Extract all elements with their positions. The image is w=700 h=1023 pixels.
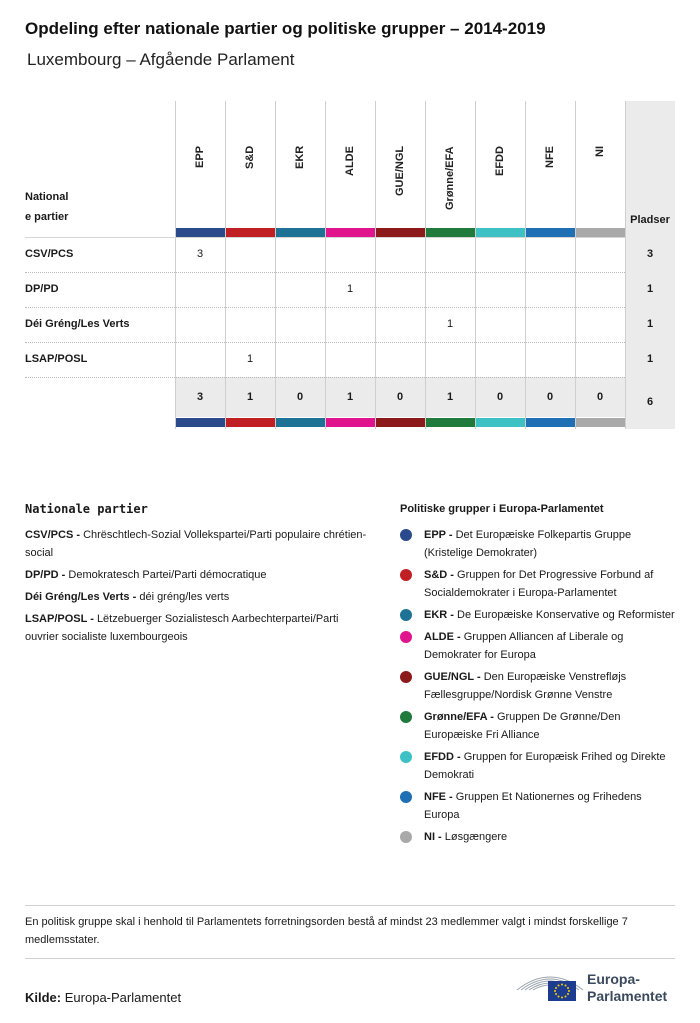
political-groups-legend	[400, 526, 680, 850]
group-full-name: Gruppen Et Nationernes og Frihedens Europa	[424, 791, 642, 821]
group-total: 0	[296, 391, 304, 403]
row-divider	[25, 272, 625, 273]
group-color-bar	[176, 228, 225, 237]
row-divider	[25, 377, 625, 378]
logo-text	[587, 971, 667, 1005]
national-parties-legend-title: Nationale partier	[25, 502, 148, 516]
national-party-entry	[25, 588, 370, 606]
group-color-bar	[376, 418, 425, 427]
party-column-header	[25, 187, 68, 227]
group-color-bar	[426, 228, 475, 237]
group-color-bar	[426, 418, 475, 427]
political-groups-legend-title: Politiske grupper i Europa-Parlamentet	[400, 503, 604, 515]
group-color-bar	[576, 418, 625, 427]
party-abbreviation: DP/PD -	[25, 569, 66, 581]
group-total: 0	[396, 391, 404, 403]
group-header: EKR	[294, 146, 306, 170]
row-seat-total: 1	[646, 283, 654, 295]
row-divider	[25, 237, 625, 238]
group-full-name: Gruppen for Europæisk Frihed og Direkte Demokrati	[424, 751, 666, 781]
group-abbreviation: EKR -	[424, 609, 454, 621]
political-group-entry	[400, 606, 680, 624]
page-subtitle: Luxembourg – Afgående Parlament	[27, 50, 295, 69]
political-group-entry	[400, 566, 680, 602]
group-color-bar	[576, 228, 625, 237]
row-divider	[25, 342, 625, 343]
group-total: 0	[496, 391, 504, 403]
group-abbreviation: EFDD -	[424, 751, 461, 763]
column-divider	[625, 101, 626, 429]
group-color-bar	[476, 228, 525, 237]
party-header-line1: National	[25, 191, 69, 203]
political-group-entry	[400, 788, 680, 824]
group-total: 1	[346, 391, 354, 403]
party-header-line2: e partier	[25, 211, 69, 223]
group-total: 0	[596, 391, 604, 403]
political-group-entry	[400, 628, 680, 664]
group-color-bar	[226, 418, 275, 427]
party-abbreviation: Déi Gréng/Les Verts -	[25, 591, 137, 603]
group-color-bar	[226, 228, 275, 237]
party-name: LSAP/POSL	[25, 353, 88, 365]
divider	[25, 958, 675, 959]
group-full-name: Gruppen De Grønne/Den Europæiske Fri Alliance	[424, 711, 621, 741]
group-full-name: Gruppen for Det Progressive Forbund af Socialdemokrater i Europa-Parlamentet	[424, 569, 654, 599]
source	[25, 990, 181, 1005]
national-party-entry	[25, 526, 370, 562]
group-color-dot	[400, 711, 412, 723]
seats-column-header: Pladser	[630, 214, 670, 226]
group-abbreviation: EPP -	[424, 529, 453, 541]
party-full-name: Demokratesch Partei/Parti démocratique	[68, 569, 267, 581]
source-label: Kilde:	[25, 990, 62, 1005]
group-color-dot	[400, 831, 412, 843]
group-color-bar	[276, 418, 325, 427]
group-abbreviation: Grønne/EFA -	[424, 711, 494, 723]
group-color-dot	[400, 671, 412, 683]
seat-count: 1	[346, 283, 354, 295]
group-header: ALDE	[344, 146, 356, 176]
group-color-dot	[400, 751, 412, 763]
group-total: 1	[446, 391, 454, 403]
group-abbreviation: GUE/NGL -	[424, 671, 481, 683]
party-name: DP/PD	[25, 283, 59, 295]
group-color-bar	[176, 418, 225, 427]
seat-count: 1	[446, 318, 454, 330]
group-color-dot	[400, 631, 412, 643]
national-party-entry	[25, 566, 370, 584]
political-group-entry	[400, 668, 680, 704]
group-color-dot	[400, 569, 412, 581]
row-seat-total: 1	[646, 353, 654, 365]
group-header: NI	[594, 146, 606, 157]
seat-count: 1	[246, 353, 254, 365]
party-abbreviation: LSAP/POSL -	[25, 613, 94, 625]
group-full-name: Det Europæiske Folkepartis Gruppe (Kristelige Demokrater)	[424, 529, 632, 559]
logo-line1: Europa-	[587, 971, 640, 987]
group-abbreviation: NI -	[424, 831, 442, 843]
row-seat-total: 1	[646, 318, 654, 330]
row-divider	[25, 307, 625, 308]
group-abbreviation: S&D -	[424, 569, 454, 581]
political-group-entry	[400, 526, 680, 562]
group-header: S&D	[244, 146, 256, 170]
group-color-bar	[326, 228, 375, 237]
group-color-bar	[376, 228, 425, 237]
group-header: EFDD	[494, 146, 506, 176]
party-full-name: Lëtzebuerger Sozialistesch Aarbechterpartei/Parti ouvrier socialiste luxembourgeois	[25, 613, 339, 643]
political-group-entry	[400, 708, 680, 744]
group-full-name: Gruppen Alliancen af Liberale og Demokrater for Europa	[424, 631, 624, 661]
national-parties-legend	[25, 526, 370, 650]
footnote: En politisk gruppe skal i henhold til Parlamentets forretningsorden bestå af mindst 23 medlemmer valgt i mindst forskellige 7 medlemsstater.	[25, 916, 628, 946]
party-name: CSV/PCS	[25, 248, 74, 260]
group-color-dot	[400, 609, 412, 621]
divider	[25, 905, 675, 906]
group-abbreviation: ALDE -	[424, 631, 461, 643]
group-color-bar	[526, 418, 575, 427]
group-header: GUE/NGL	[394, 146, 406, 197]
political-group-entry	[400, 748, 680, 784]
group-header: Grønne/EFA	[444, 146, 456, 210]
group-total: 1	[246, 391, 254, 403]
national-party-entry	[25, 610, 370, 646]
seat-table	[25, 101, 675, 429]
party-abbreviation: CSV/PCS -	[25, 529, 81, 541]
seat-count: 3	[196, 248, 204, 260]
source-value: Europa-Parlamentet	[64, 990, 182, 1005]
party-name: Déi Gréng/Les Verts	[25, 318, 130, 330]
page-title: Opdeling efter nationale partier og politiske grupper – 2014-2019	[25, 19, 546, 38]
group-full-name: De Europæiske Konservative og Reformister	[457, 609, 675, 621]
group-color-bar	[476, 418, 525, 427]
grand-total: 6	[646, 396, 654, 408]
party-full-name: déi gréng/les verts	[139, 591, 230, 603]
group-color-dot	[400, 791, 412, 803]
political-group-entry	[400, 828, 680, 846]
group-color-dot	[400, 529, 412, 541]
group-header: NFE	[544, 146, 556, 168]
seats-column-background	[625, 101, 675, 429]
group-header: EPP	[194, 146, 206, 169]
group-full-name: Den Europæiske Venstrefløjs Fællesgruppe/Nordisk Grønne Venstre	[424, 671, 627, 701]
row-seat-total: 3	[646, 248, 654, 260]
group-total: 0	[546, 391, 554, 403]
logo-line2: Parlamentet	[587, 988, 668, 1004]
group-total: 3	[196, 391, 204, 403]
party-full-name: Chrëschtlech-Sozial Vollekspartei/Parti populaire chrétien-social	[25, 529, 367, 559]
group-full-name: Løsgængere	[444, 831, 508, 843]
group-color-bar	[276, 228, 325, 237]
group-abbreviation: NFE -	[424, 791, 453, 803]
group-color-bar	[526, 228, 575, 237]
group-color-bar	[326, 418, 375, 427]
